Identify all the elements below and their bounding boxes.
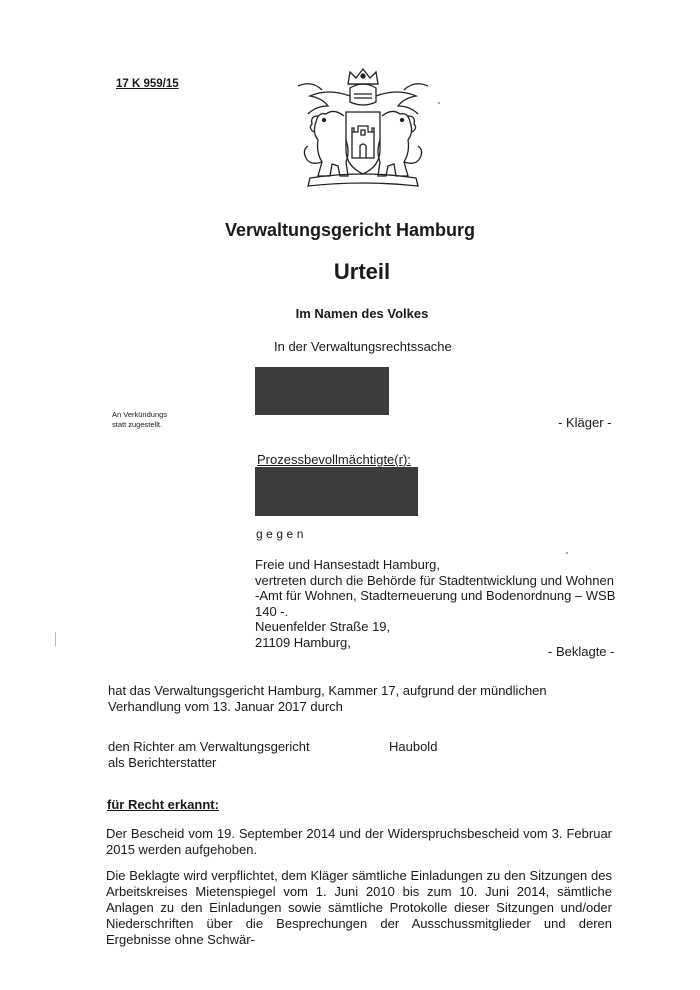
ruling-heading: für Recht erkannt: xyxy=(107,797,219,812)
ruling-paragraph: Die Beklagte wird verpflichtet, dem Kläger sämtliche Einladungen zu den Sitzungen des Arbeitskreises Mietenspiegel vom 1. Juni 2010 bis zum 10. Juni 2014, sämtliche Anlagen zu den Einladungen sowie sämtliche Protokolle dieser Sitzungen und/oder Niederschriften über die Besprechungen der Ausschussmitglieder und deren Ergebnisse ohne Schwär- xyxy=(106,868,612,947)
versus-label: gegen xyxy=(256,527,307,541)
judge-title-line: als Berichterstatter xyxy=(108,755,217,770)
defendant-line: vertreten durch die Behörde für Stadtentwicklung und Wohnen xyxy=(255,572,614,588)
margin-mark xyxy=(55,632,56,646)
defendant-line: Freie und Hansestadt Hamburg, xyxy=(255,557,440,572)
defendant-address xyxy=(255,557,615,651)
plaintiff-redaction xyxy=(255,367,389,415)
defendant-line: -Amt für Wohnen, Stadterneuerung und Bodenordnung – WSB xyxy=(255,588,616,604)
case-number: 17 K 959/15 xyxy=(116,78,179,90)
defendant-role: - Beklagte - xyxy=(548,644,615,659)
defendant-line: 140 -. xyxy=(255,603,289,619)
document-type: Urteil xyxy=(333,259,391,284)
hearing-text: hat das Verwaltungsgericht Hamburg, Kammer 17, aufgrund der mündlichen Verhandlung vom 13. Januar 2017 durch xyxy=(108,683,547,714)
ruling-paragraph: Der Bescheid vom 19. September 2014 und der Widerspruchsbescheid vom 3. Februar 2015 werden aufgehoben. xyxy=(106,826,612,857)
defendant-line: 21109 Hamburg, xyxy=(255,634,351,650)
scan-speck xyxy=(566,552,568,554)
stamp-note-line: statt zugestellt. xyxy=(112,420,163,429)
hamburg-coat-of-arms-icon xyxy=(288,66,438,194)
plaintiff-role: - Kläger - xyxy=(558,415,612,430)
stamp-note xyxy=(112,410,167,430)
defendant-line: Neuenfelder Straße 19, xyxy=(255,619,391,635)
counsel-label: Prozessbevollmächtigte(r): xyxy=(257,452,411,467)
scan-speck xyxy=(438,102,440,104)
stamp-note-line: An Verkündungs xyxy=(112,410,168,419)
in-the-matter-line: In der Verwaltungsrechtssache xyxy=(274,339,452,354)
judge-title-line: den Richter am Verwaltungsgericht xyxy=(108,739,310,754)
judge-title xyxy=(108,739,310,771)
judge-name: Haubold xyxy=(389,739,438,754)
counsel-redaction xyxy=(255,467,418,516)
court-name: Verwaltungsgericht Hamburg xyxy=(224,220,476,240)
in-the-name-line: Im Namen des Volkes xyxy=(295,306,429,321)
